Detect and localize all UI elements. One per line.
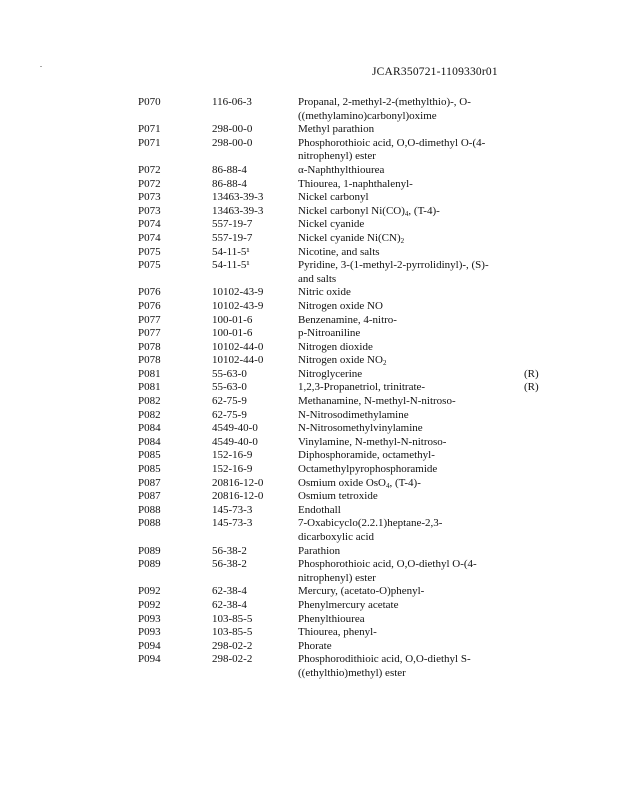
substance-name: Nitrogen dioxide xyxy=(298,340,373,353)
cas-number: 557-19-7 xyxy=(212,218,253,231)
substance-name: Nitric oxide xyxy=(298,286,351,299)
cas-number: 103-85-5 xyxy=(212,612,253,625)
cas-number: 10102-43-9 xyxy=(212,286,264,299)
waste-code-table xyxy=(138,96,548,681)
cas-number: 145-73-3 xyxy=(212,503,253,516)
substance-name: Nickel carbonyl $Ni(CO)_4$, (T-4)- xyxy=(298,204,440,218)
table-row xyxy=(138,137,548,164)
table-row xyxy=(138,422,548,436)
substance-name: Phorate xyxy=(298,639,332,652)
waste-code: P094 xyxy=(138,653,161,666)
substance-name: Nitrogen oxide NO xyxy=(298,299,383,312)
table-row xyxy=(138,246,548,260)
waste-code: P087 xyxy=(138,476,161,489)
waste-code: P082 xyxy=(138,408,161,421)
waste-code: P078 xyxy=(138,354,161,367)
cas-number: 86-88-4 xyxy=(212,163,247,176)
table-row xyxy=(138,545,548,559)
document-id: JCAR350721-1109330r01 xyxy=(372,66,498,78)
waste-code: P089 xyxy=(138,558,161,571)
waste-code: P088 xyxy=(138,517,161,530)
table-row xyxy=(138,368,548,382)
waste-code: P073 xyxy=(138,191,161,204)
waste-code: P093 xyxy=(138,626,161,639)
cas-number: 152-16-9 xyxy=(212,449,253,462)
substance-name: Benzenamine, 4-nitro- xyxy=(298,313,397,326)
waste-code: P085 xyxy=(138,449,161,462)
substance-name: Thiourea, phenyl- xyxy=(298,626,377,639)
substance-name: Phosphorothioic acid, O,O-diethyl O-(4- nitrophenyl) ester xyxy=(298,558,477,584)
cas-number: 55-63-0 xyxy=(212,381,247,394)
cas-number: 298-02-2 xyxy=(212,639,253,652)
waste-code: P082 xyxy=(138,395,161,408)
table-row xyxy=(138,517,548,544)
cas-number: 86-88-4 xyxy=(212,177,247,190)
cas-number: 100-01-6 xyxy=(212,327,253,340)
cas-number: 62-75-9 xyxy=(212,408,247,421)
cas-number: 10102-44-0 xyxy=(212,354,264,367)
waste-code: P072 xyxy=(138,163,161,176)
substance-name: Endothall xyxy=(298,503,341,516)
cas-number: 103-85-5 xyxy=(212,626,253,639)
waste-code: P076 xyxy=(138,299,161,312)
table-row xyxy=(138,626,548,640)
cas-number: 557-19-7 xyxy=(212,231,253,244)
waste-code: P085 xyxy=(138,463,161,476)
waste-code: P074 xyxy=(138,231,161,244)
table-row xyxy=(138,640,548,654)
substance-name: Phenylmercury acetate xyxy=(298,598,399,611)
waste-code: P078 xyxy=(138,340,161,353)
table-row xyxy=(138,653,548,680)
waste-code: P071 xyxy=(138,123,161,136)
table-row xyxy=(138,504,548,518)
table-row xyxy=(138,585,548,599)
substance-name: Nitroglycerine xyxy=(298,367,363,380)
substance-name: Nickel carbonyl xyxy=(298,191,369,204)
table-row xyxy=(138,558,548,585)
table-row xyxy=(138,381,548,395)
waste-code: P071 xyxy=(138,136,161,149)
table-row xyxy=(138,314,548,328)
cas-number: 152-16-9 xyxy=(212,463,253,476)
reactivity-flag: (R) xyxy=(524,367,539,380)
cas-number: 13463-39-3 xyxy=(212,204,264,217)
table-row xyxy=(138,232,548,246)
cas-number: 100-01-6 xyxy=(212,313,253,326)
table-row xyxy=(138,490,548,504)
cas-number: 55-63-0 xyxy=(212,367,247,380)
cas-number: 62-38-4 xyxy=(212,598,247,611)
table-row xyxy=(138,96,548,123)
substance-name: Pyridine, 3-(1-methyl-2-pyrrolidinyl)-, (S)- and salts xyxy=(298,259,489,285)
substance-name: Phosphorodithioic acid, O,O-diethyl S- ((ethylthio)methyl) ester xyxy=(298,653,471,679)
table-row xyxy=(138,218,548,232)
substance-name: Phosphorothioic acid, O,O-dimethyl O-(4- nitrophenyl) ester xyxy=(298,136,486,163)
page-mark: . xyxy=(40,60,42,69)
substance-name: Methanamine, N-methyl-N-nitroso- xyxy=(298,395,456,408)
table-row xyxy=(138,259,548,286)
waste-code: P094 xyxy=(138,639,161,652)
substance-name: p-Nitroaniline xyxy=(298,327,361,340)
cas-number: 62-75-9 xyxy=(212,395,247,408)
cas-number: 4549-40-0 xyxy=(212,435,258,448)
waste-code: P084 xyxy=(138,435,161,448)
cas-number: 298-00-0 xyxy=(212,136,253,149)
cas-number: 20816-12-0 xyxy=(212,476,264,489)
cas-number: 54-11-5¹ xyxy=(212,245,250,258)
cas-number: 298-00-0 xyxy=(212,123,253,136)
substance-name: Nicotine, and salts xyxy=(298,245,380,258)
table-row xyxy=(138,599,548,613)
waste-code: P077 xyxy=(138,313,161,326)
table-row xyxy=(138,286,548,300)
substance-name: Propanal, 2-methyl-2-(methylthio)-, O- ((methylamino)carbonyl)oxime xyxy=(298,96,471,122)
cas-number: 116-06-3 xyxy=(212,96,252,108)
substance-name: Phenylthiourea xyxy=(298,612,365,625)
substance-name: N-Nitrosomethylvinylamine xyxy=(298,422,423,435)
substance-name: Osmium tetroxide xyxy=(298,490,378,503)
table-row xyxy=(138,477,548,491)
substance-name: Nitrogen oxide $NO_2$ xyxy=(298,354,387,368)
substance-name: N-Nitrosodimethylamine xyxy=(298,408,409,421)
substance-name: Thiourea, 1-naphthalenyl- xyxy=(298,177,413,190)
cas-number: 298-02-2 xyxy=(212,653,253,666)
cas-number: 145-73-3 xyxy=(212,517,253,530)
waste-code: P087 xyxy=(138,490,161,503)
substance-name: Nickel cyanide xyxy=(298,218,365,231)
cas-number: 20816-12-0 xyxy=(212,490,264,503)
cas-number: 56-38-2 xyxy=(212,558,247,571)
substance-name: 1,2,3-Propanetriol, trinitrate- xyxy=(298,381,426,394)
cas-number: 56-38-2 xyxy=(212,544,247,557)
cas-number: 62-38-4 xyxy=(212,585,247,598)
waste-code: P089 xyxy=(138,544,161,557)
waste-code: P093 xyxy=(138,612,161,625)
cas-number: 4549-40-0 xyxy=(212,422,258,435)
waste-code: P076 xyxy=(138,286,161,299)
cas-number: 13463-39-3 xyxy=(212,191,264,204)
substance-name: Diphosphoramide, octamethyl- xyxy=(298,449,435,462)
waste-code: P084 xyxy=(138,422,161,435)
waste-code: P072 xyxy=(138,177,161,190)
substance-name: α-Naphthylthiourea xyxy=(298,163,385,176)
substance-name: Octamethylpyrophosphoramide xyxy=(298,463,438,476)
table-row xyxy=(138,409,548,423)
table-row xyxy=(138,341,548,355)
table-row xyxy=(138,395,548,409)
substance-name: Nickel cyanide $Ni(CN)_2$ xyxy=(298,231,405,245)
table-row xyxy=(138,123,548,137)
waste-code: P074 xyxy=(138,218,161,231)
waste-code: P088 xyxy=(138,503,161,516)
table-row xyxy=(138,205,548,219)
table-row xyxy=(138,178,548,192)
substance-name: Parathion xyxy=(298,544,341,557)
cas-number: 54-11-5¹ xyxy=(212,259,250,272)
waste-code: P077 xyxy=(138,327,161,340)
table-row xyxy=(138,164,548,178)
cas-number: 10102-44-0 xyxy=(212,340,264,353)
substance-name: 7-Oxabicyclo(2.2.1)heptane-2,3- dicarboxylic acid xyxy=(298,517,443,543)
table-row xyxy=(138,300,548,314)
waste-code: P070 xyxy=(138,96,161,108)
table-row xyxy=(138,354,548,368)
waste-code: P075 xyxy=(138,245,161,258)
table-row xyxy=(138,191,548,205)
waste-code: P092 xyxy=(138,585,161,598)
waste-code: P081 xyxy=(138,381,161,394)
waste-code: P075 xyxy=(138,259,161,272)
waste-code: P081 xyxy=(138,367,161,380)
cas-number: 10102-43-9 xyxy=(212,299,264,312)
substance-name: Osmium oxide OsO$_4$, (T-4)- xyxy=(298,476,421,490)
reactivity-flag: (R) xyxy=(524,381,539,394)
substance-name: Mercury, (acetato-O)phenyl- xyxy=(298,585,425,598)
table-row xyxy=(138,449,548,463)
substance-name: Vinylamine, N-methyl-N-nitroso- xyxy=(298,435,447,448)
substance-name: Methyl parathion xyxy=(298,123,375,136)
table-row xyxy=(138,327,548,341)
table-row xyxy=(138,463,548,477)
table-row xyxy=(138,613,548,627)
waste-code: P092 xyxy=(138,598,161,611)
table-row xyxy=(138,436,548,450)
waste-code: P073 xyxy=(138,204,161,217)
